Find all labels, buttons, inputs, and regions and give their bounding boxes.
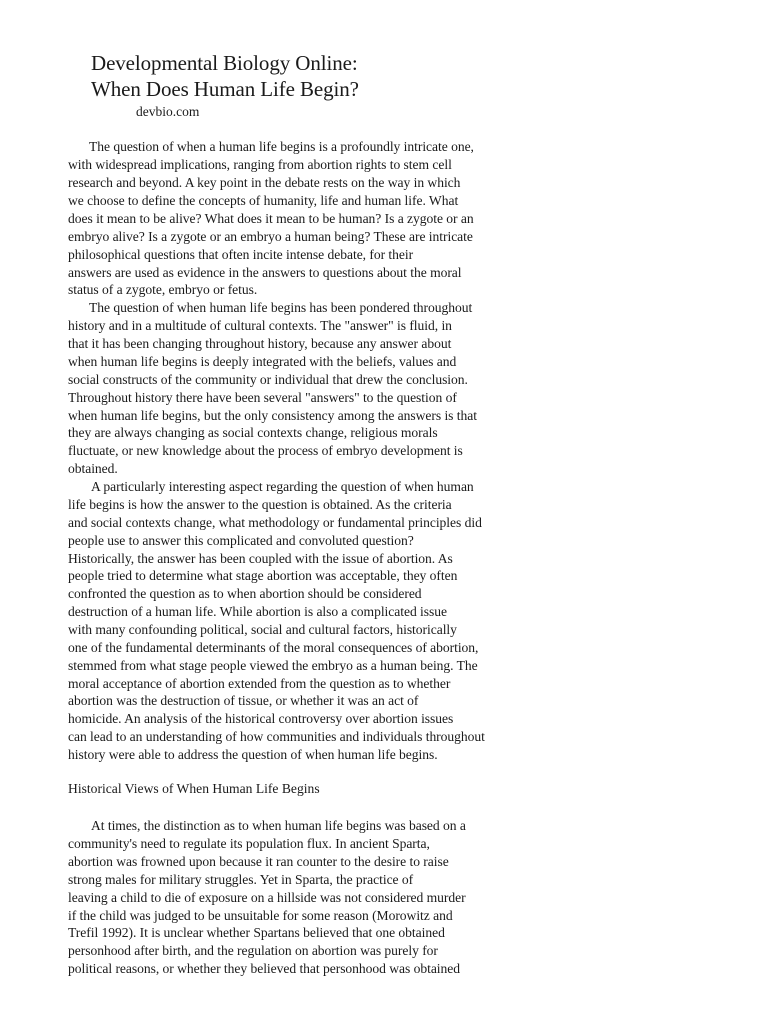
source-label: devbio.com	[136, 104, 200, 119]
text-line: embryo alive? Is a zygote or an embryo a human being? These are intricate	[68, 229, 473, 244]
text-line: fluctuate, or new knowledge about the process of embryo development is	[68, 443, 463, 458]
title-line-2: When Does Human Life Begin?	[91, 77, 359, 101]
text-line: if the child was judged to be unsuitable for some reason (Morowitz and	[68, 908, 453, 923]
text-line: The question of when human life begins has been pondered throughout	[89, 300, 473, 315]
text-line: personhood after birth, and the regulation on abortion was purely for	[68, 943, 438, 958]
text-line: people use to answer this complicated and convoluted question?	[68, 533, 414, 548]
text-line: we choose to define the concepts of humanity, life and human life. What	[68, 193, 459, 208]
title-line-1: Developmental Biology Online:	[91, 51, 358, 75]
text-line: political reasons, or whether they believed that personhood was obtained	[68, 961, 461, 976]
text-line: homicide. An analysis of the historical controversy over abortion issues	[68, 711, 454, 726]
text-line: when human life begins, but the only consistency among the answers is that	[68, 408, 477, 423]
text-line: status of a zygote, embryo or fetus.	[68, 282, 258, 297]
text-line: At times, the distinction as to when human life begins was based on a	[91, 818, 466, 833]
text-line: history were able to address the question of when human life begins.	[68, 747, 438, 762]
text-line: can lead to an understanding of how communities and individuals throughout	[68, 729, 485, 744]
text-line: abortion was the destruction of tissue, or whether it was an act of	[68, 693, 419, 708]
text-line: Throughout history there have been several "answers" to the question of	[68, 390, 457, 405]
text-line: Historically, the answer has been coupled with the issue of abortion. As	[68, 551, 453, 566]
text-line: they are always changing as social contexts change, religious morals	[68, 425, 438, 440]
text-line: abortion was frowned upon because it ran counter to the desire to raise	[68, 854, 449, 869]
text-line: obtained.	[68, 461, 118, 476]
text-line: life begins is how the answer to the question is obtained. As the criteria	[68, 497, 452, 512]
section-heading: Historical Views of When Human Life Begins	[68, 781, 320, 796]
text-line: community's need to regulate its population flux. In ancient Sparta,	[68, 836, 430, 851]
text-line: does it mean to be alive? What does it mean to be human? Is a zygote or an	[68, 211, 474, 226]
text-line: A particularly interesting aspect regarding the question of when human	[91, 479, 474, 494]
text-line: answers are used as evidence in the answers to questions about the moral	[68, 265, 462, 280]
text-line: history and in a multitude of cultural contexts. The "answer" is fluid, in	[68, 318, 452, 333]
text-line: and social contexts change, what methodology or fundamental principles did	[68, 515, 482, 530]
text-line: Trefil 1992). It is unclear whether Spartans believed that one obtained	[68, 925, 445, 940]
text-line: destruction of a human life. While abortion is also a complicated issue	[68, 604, 447, 619]
text-line: strong males for military struggles. Yet in Sparta, the practice of	[68, 872, 414, 887]
document-title	[91, 50, 359, 102]
text-line: research and beyond. A key point in the debate rests on the way in which	[68, 175, 461, 190]
text-line: with widespread implications, ranging from abortion rights to stem cell	[68, 157, 452, 172]
text-line: philosophical questions that often incite intense debate, for their	[68, 247, 414, 262]
text-line: people tried to determine what stage abortion was acceptable, they often	[68, 568, 458, 583]
text-line: with many confounding political, social and cultural factors, historically	[68, 622, 457, 637]
text-line: moral acceptance of abortion extended from the question as to whether	[68, 676, 451, 691]
text-line: when human life begins is deeply integrated with the beliefs, values and	[68, 354, 457, 369]
text-line: confronted the question as to when abortion should be considered	[68, 586, 422, 601]
text-line: leaving a child to die of exposure on a hillside was not considered murder	[68, 890, 466, 905]
text-line: stemmed from what stage people viewed the embryo as a human being. The	[68, 658, 478, 673]
text-line: The question of when a human life begins is a profoundly intricate one,	[89, 139, 474, 154]
text-line: that it has been changing throughout history, because any answer about	[68, 336, 452, 351]
text-line: one of the fundamental determinants of the moral consequences of abortion,	[68, 640, 479, 655]
text-line: social constructs of the community or individual that drew the conclusion.	[68, 372, 468, 387]
